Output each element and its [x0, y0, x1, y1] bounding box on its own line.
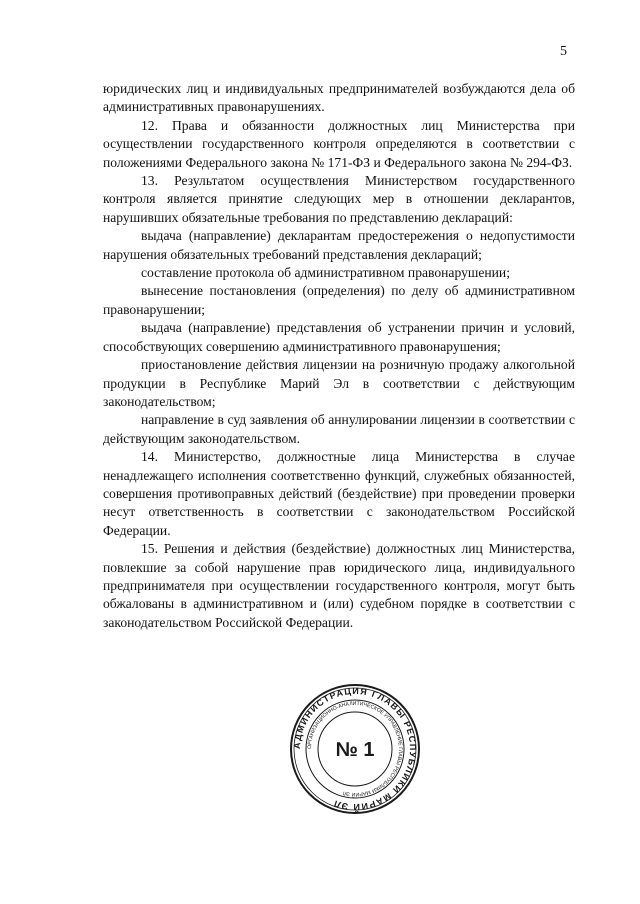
document-body	[103, 80, 575, 632]
stamp-outer-text: АДМИНИСТРАЦИЯ ГЛАВЫ РЕСПУБЛИКИ МАРИЙ ЭЛ	[291, 685, 419, 813]
paragraph-continuation: юридических лиц и индивидуальных предпринимателей возбуждаются дела об административных правонарушениях.	[103, 81, 575, 115]
paragraph-14: 14. Министерство, должностные лица Министерства в случае ненадлежащего исполнения соответственно функций, служебных обязанностей, совершения противоправных действий (бездействие) при проведении проверки несут ответственность в соответствии с законодательством Российской Федерации.	[103, 449, 575, 538]
paragraph-12: 12. Права и обязанности должностных лиц Министерства при осуществлении государственного контроля определяются в соответствии с положениями Федерального закона № 171-ФЗ и Федерального закона № 294-ФЗ.	[103, 117, 575, 170]
stamp-seal-icon	[289, 683, 421, 815]
measure-item-protocol: составление протокола об административном правонарушении;	[141, 265, 510, 281]
measure-item-annulment: направление в суд заявления об аннулировании лицензии в соответствии с действующим законодательством.	[103, 412, 575, 446]
measure-item-suspension: приостановление действия лицензии на розничную продажу алкогольной продукции в Республике Марий Эл в соответствии с действующим законодательством;	[103, 357, 575, 409]
page-number: 5	[560, 44, 567, 59]
official-stamp	[289, 683, 421, 815]
paragraph-15: 15. Решения и действия (бездействие) должностных лиц Министерства, повлекшие за собой нарушение прав юридического лица, индивидуального предпринимателя при осуществлении государственного контроля, могут быть обжалованы в административном и (или) судебном порядке в соответствии с законодательством Российской Федерации.	[103, 541, 575, 630]
measure-item-resolution: вынесение постановления (определения) по делу об административном правонарушении;	[103, 283, 575, 317]
measure-item-warning: выдача (направление) декларантам предостережения о недопустимости нарушения обязательных требований представления деклараций;	[103, 228, 575, 262]
stamp-inner-text: ОРГАНИЗАЦИОННО-АНАЛИТИЧЕСКОЕ УПРАВЛЕНИЕ ГЛАВЫ РЕСПУБЛИКИ МАРИЙ ЭЛ	[306, 700, 404, 798]
measure-item-representation: выдача (направление) представления об устранении причин и условий, способствующих совершению административного правонарушения;	[103, 320, 575, 354]
stamp-number: № 1	[335, 739, 375, 761]
paragraph-13: 13. Результатом осуществления Министерством государственного контроля является принятие следующих мер в отношении декларантов, нарушивших обязательные требования по представлению деклараций:	[103, 173, 575, 225]
